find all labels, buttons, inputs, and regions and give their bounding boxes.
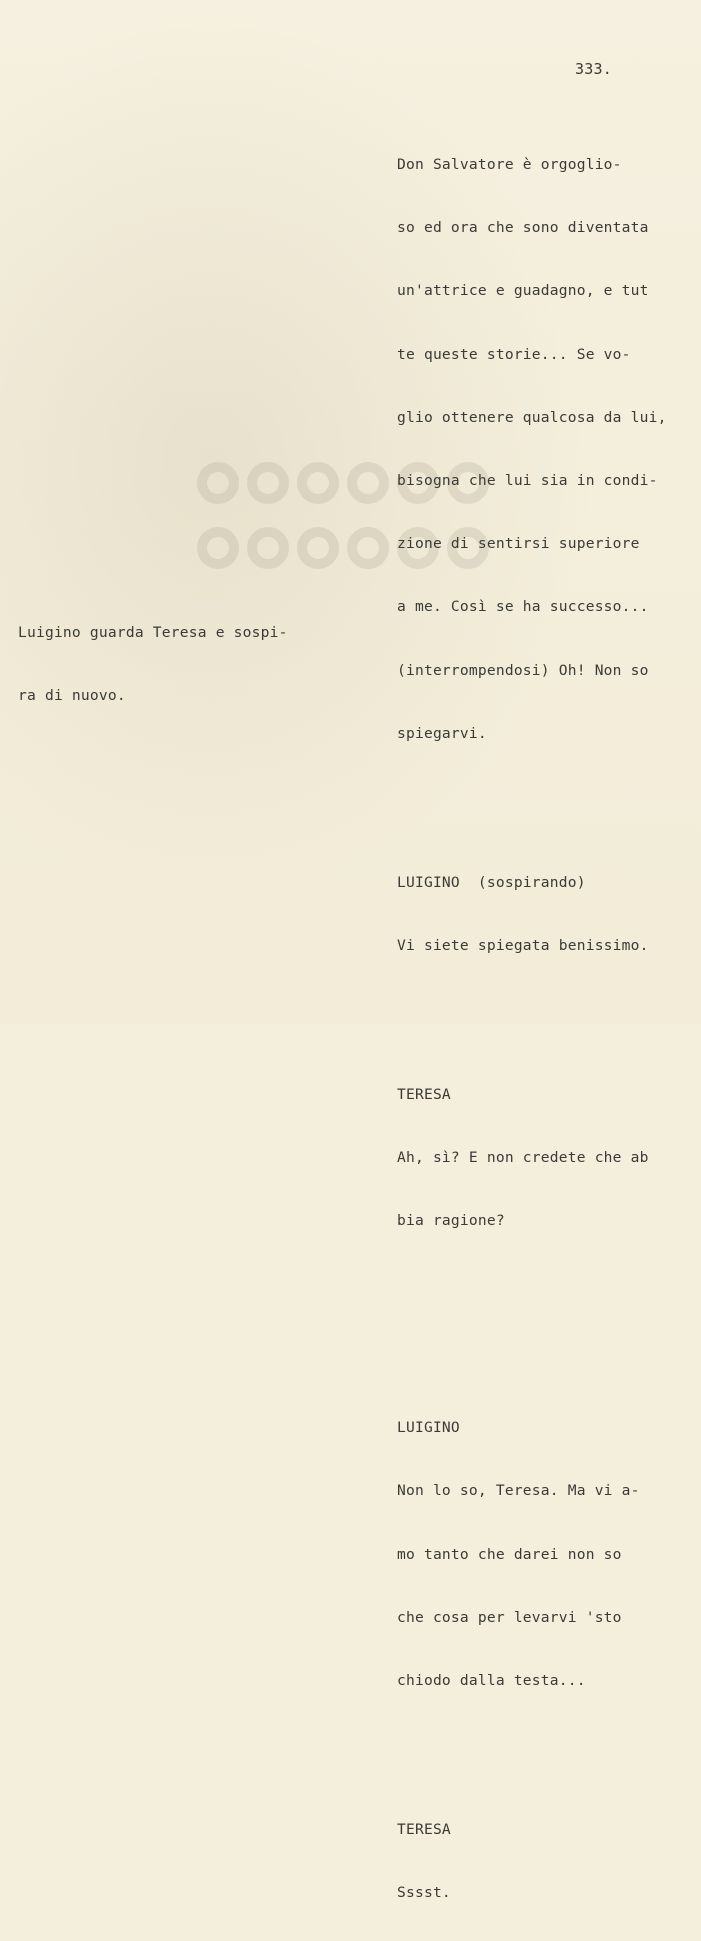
dialogue-line: mo tanto che darei non so <box>397 1545 622 1563</box>
text-line: bisogna che lui sia in condi- <box>397 471 658 489</box>
dialogue-line: che cosa per levarvi 'sto <box>397 1608 622 1626</box>
dialogue-line: Sssst. <box>397 1884 451 1902</box>
stage-note: (sospirando) <box>477 873 586 891</box>
text-line: so ed ora che sono diventata <box>397 219 649 237</box>
text-line: un'attrice e guadagno, e tut <box>397 282 649 300</box>
text-line: Don Salvatore è orgoglio- <box>397 156 622 173</box>
text-line: glio ottenere qualcosa da lui, <box>397 408 667 426</box>
stage-direction-line: Luigino guarda Teresa e sospi- <box>18 624 288 641</box>
dialogue-line: chiodo dalla testa... <box>397 1672 586 1689</box>
text-line: te queste storie... Se vo- <box>397 345 631 363</box>
dialogue-line: Ah, sì? E non credete che ab <box>397 1149 649 1167</box>
text-line: (interrompendosi) Oh! Non so <box>397 661 649 679</box>
text-line: zione di sentirsi superiore <box>397 535 640 553</box>
speaker-teresa: TERESA <box>397 1086 451 1104</box>
text-line: a me. Così se ha successo... <box>397 598 649 616</box>
dialogue-line: Vi siete spiegata benissimo. <box>397 936 649 954</box>
stage-direction <box>18 584 348 744</box>
page-number: 333. <box>575 60 612 78</box>
speaker-name: LUIGINO <box>397 873 460 891</box>
speaker-teresa: TERESA <box>397 1821 451 1839</box>
dialogue-line: bia ragione? <box>397 1212 505 1230</box>
speaker-luigino: LUIGINO <box>397 1419 460 1437</box>
main-text-column <box>397 116 697 1941</box>
text-line: spiegarvi. <box>397 724 487 742</box>
dialogue-line: Non lo so, Teresa. Ma vi a- <box>397 1482 640 1500</box>
stage-direction-line: ra di nuovo. <box>18 687 126 705</box>
speaker-luigino <box>397 868 697 897</box>
